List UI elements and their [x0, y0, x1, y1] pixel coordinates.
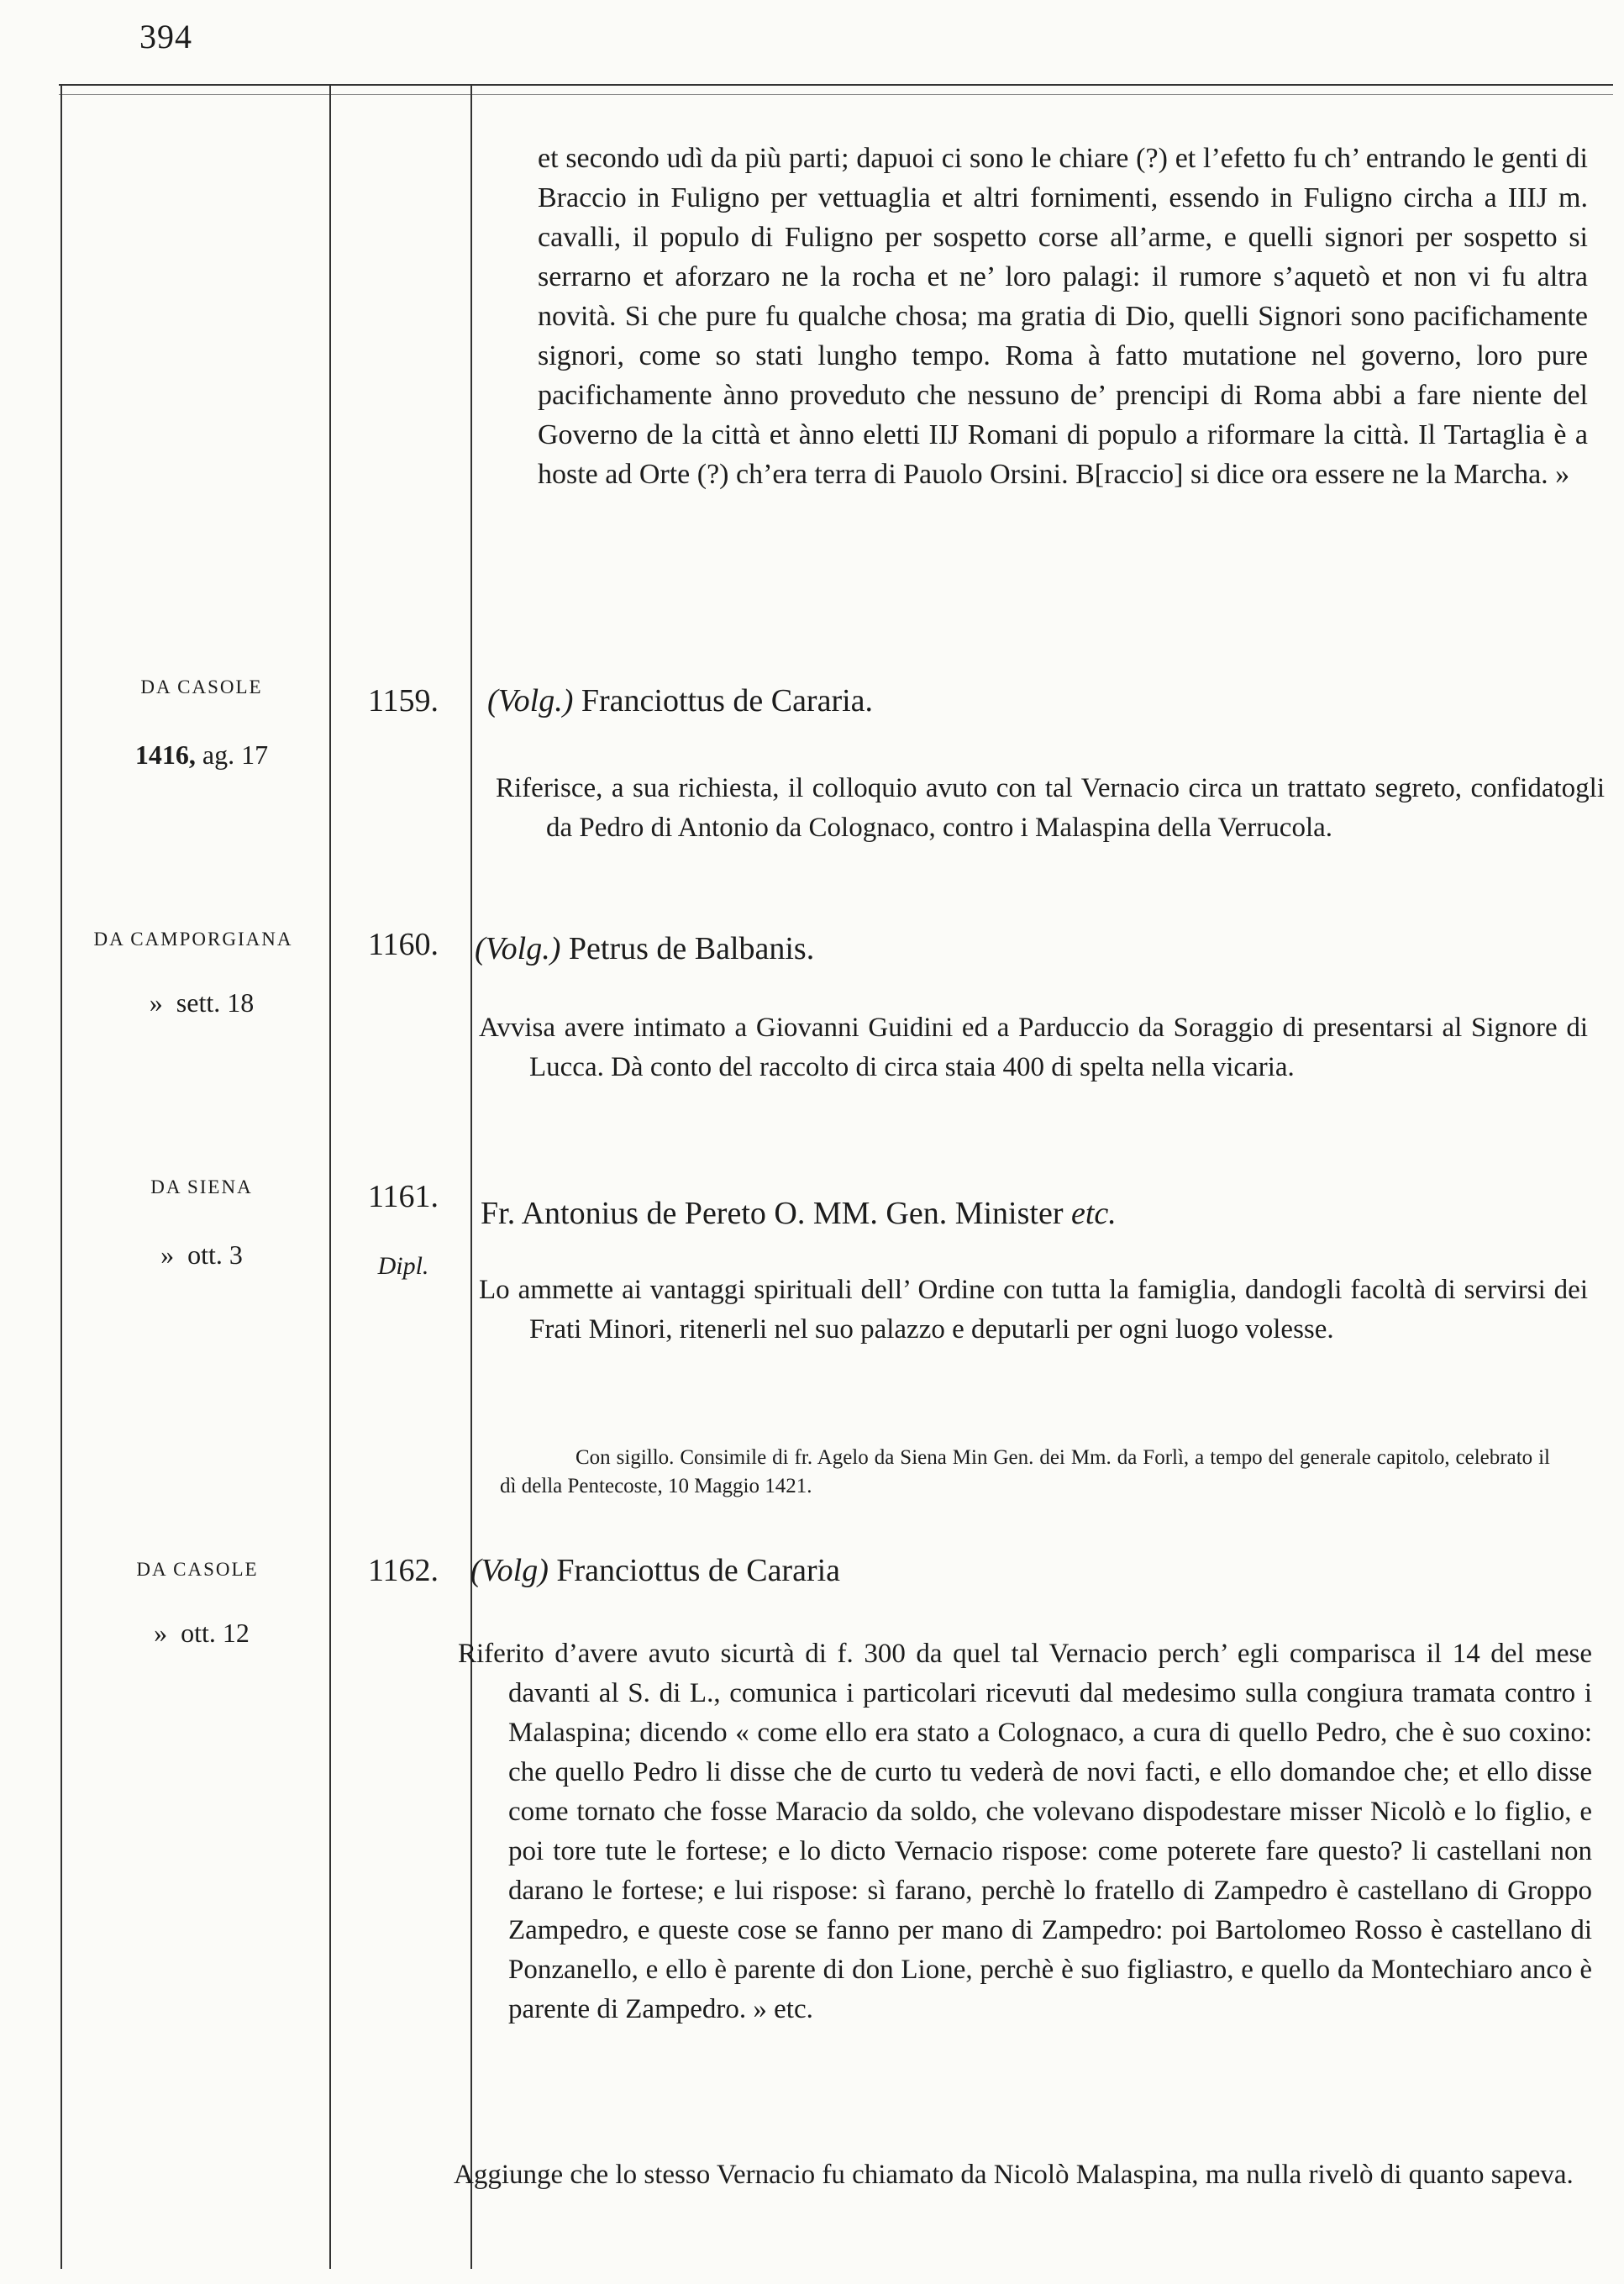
top-rule-thin [59, 94, 1613, 95]
entry-doc-type: Dipl. [377, 1252, 429, 1280]
entry-heading [487, 682, 873, 719]
entry-date [80, 987, 323, 1018]
entry-name: Petrus de Balbanis. [568, 931, 815, 966]
entry-qualifier: (Volg.) [487, 683, 574, 718]
top-rule [59, 84, 1613, 86]
entry-place: DA CASOLE [136, 1559, 259, 1580]
entry-name: Franciottus de Cararia [556, 1553, 841, 1588]
entry-year: » [149, 987, 163, 1018]
entry-summary-continued: Aggiunge che lo stesso Vernacio fu chiamato da Nicolò Malaspina, ma nulla rivelò di quanto sapeva. [454, 2160, 1574, 2190]
entry-year: » [154, 1618, 168, 1648]
entry-number: 1162. [367, 1553, 439, 1588]
entry-qualifier: (Volg.) [475, 931, 561, 966]
entry-note: Con sigillo. Consimile di fr. Agelo da Siena Min Gen. dei Mm. da Forlì, a tempo del generale capitolo, celebrato il dì della Pentecoste, 10 Maggio 1421. [500, 1446, 1550, 1497]
intro-text: et secondo udì da più parti; dapuoi ci sono le chiare (?) et l’efetto fu ch’ entrando le genti di Braccio in Fuligno per vettuaglia et altri fornimenti, essendo in Fuligno circha a IIIJ m. cavalli, il populo di Fuligno per sospetto corse all’arme, e quelli signori per sospetto si serrarno et aforzaro ne la rocha et ne’ loro palagi: il rumore s’aquetò et non vi fu altra novità. Si che pure fu qualche chosa; ma gratia di Dio, quelli Signori sono pacifichamente signori, come so stati lungho tempo. Roma à fatto mutatione nel governo, loro pure pacifichamente ànno proveduto che nessuno de’ prencipi di Roma abbi a fare niente del Governo de la città et ànno eletti IIJ Romani di populo a riformare la città. Il Tartaglia è a hoste ad Orte (?) ch’era terra di Pauolo Orsini. B[raccio] si dice ora essere ne la Marcha. » [538, 143, 1588, 490]
intro-paragraph [538, 139, 1588, 494]
entry-year: 1416, [134, 739, 196, 770]
entry-place: DA CAMPORGIANA [93, 929, 293, 950]
entry-place: DA CASOLE [140, 676, 263, 697]
entry-day: ag. 17 [202, 739, 269, 770]
entry-day: sett. 18 [176, 987, 255, 1018]
entry-heading [470, 1552, 840, 1589]
page-number: 394 [139, 18, 192, 55]
entry-year: » [160, 1239, 175, 1270]
entry-day: ott. 3 [187, 1239, 243, 1270]
entry-number: 1160. [367, 927, 439, 962]
entry-day: ott. 12 [181, 1618, 250, 1648]
entry-summary: Avvisa avere intimato a Giovanni Guidini ed a Parduccio da Soraggio di presentarsi al Signore di Lucca. Dà conto del raccolto di circa staia 400 di spelta nella vicaria. [479, 1013, 1588, 1082]
entry-name: Fr. Antonius de Pereto O. MM. Gen. Minister [481, 1196, 1064, 1231]
entry-name: Franciottus de Cararia. [581, 683, 874, 718]
entry-place: DA SIENA [150, 1176, 253, 1197]
entry-summary: Riferisce, a sua richiesta, il colloquio avuto con tal Vernacio circa un trattato segreto, confidatogli da Pedro di Antonio da Colognaco, contro i Malaspina della Verrucola. [496, 773, 1605, 843]
left-border-line [60, 84, 62, 2269]
entry-summary: Lo ammette ai vantaggi spirituali dell’ Ordine con tutta la famiglia, dandogli facoltà di servirsi dei Frati Minori, ritenerli nel suo palazzo e deputarli per ogni luogo volesse. [479, 1275, 1588, 1345]
entry-date [80, 1239, 323, 1271]
entry-number: 1159. [367, 683, 439, 718]
entry-heading [475, 930, 814, 967]
column-divider-date [329, 84, 331, 2269]
entry-qualifier: (Volg) [470, 1553, 549, 1588]
entry-summary: Riferito d’avere avuto sicurtà di f. 300 da quel tal Vernacio perch’ egli comparisca il 14 del mese davanti al S. di L., comunica i particolari ricevuti dal medesimo sulla congiura tramata contro i Malaspina; dicendo « come ello era stato a Colognaco, a cura di quello Pedro, che è suo coxino: che quello Pedro li disse che de curto tu vederà de novi facti, e ello domandoe che; et ello disse come tornato che fosse Maracio da soldo, che volevano dispodestare misser Nicolò e lo figlio, e poi tore tute le fortese; e lo dicto Vernacio rispose: come poterete fare questo? li castellani non darano le fortese; e lui rispose: sì farano, perchè lo fratello di Zampedro è castellano di Groppo Zampedro, e queste cose se fanno per mano di Zampedro: poi Bartolomeo Rosso è castellano di Ponzanello, e ello è parente di don Lione, perchè è suo figliastro, e quello da Montechiaro anco è parente di Zampedro. » etc. [458, 1639, 1592, 2024]
entry-date [80, 739, 323, 771]
entry-number: 1161. [367, 1179, 439, 1214]
entry-heading [481, 1195, 1117, 1232]
entry-date [80, 1618, 323, 1649]
entry-heading-suffix: etc. [1070, 1196, 1117, 1231]
